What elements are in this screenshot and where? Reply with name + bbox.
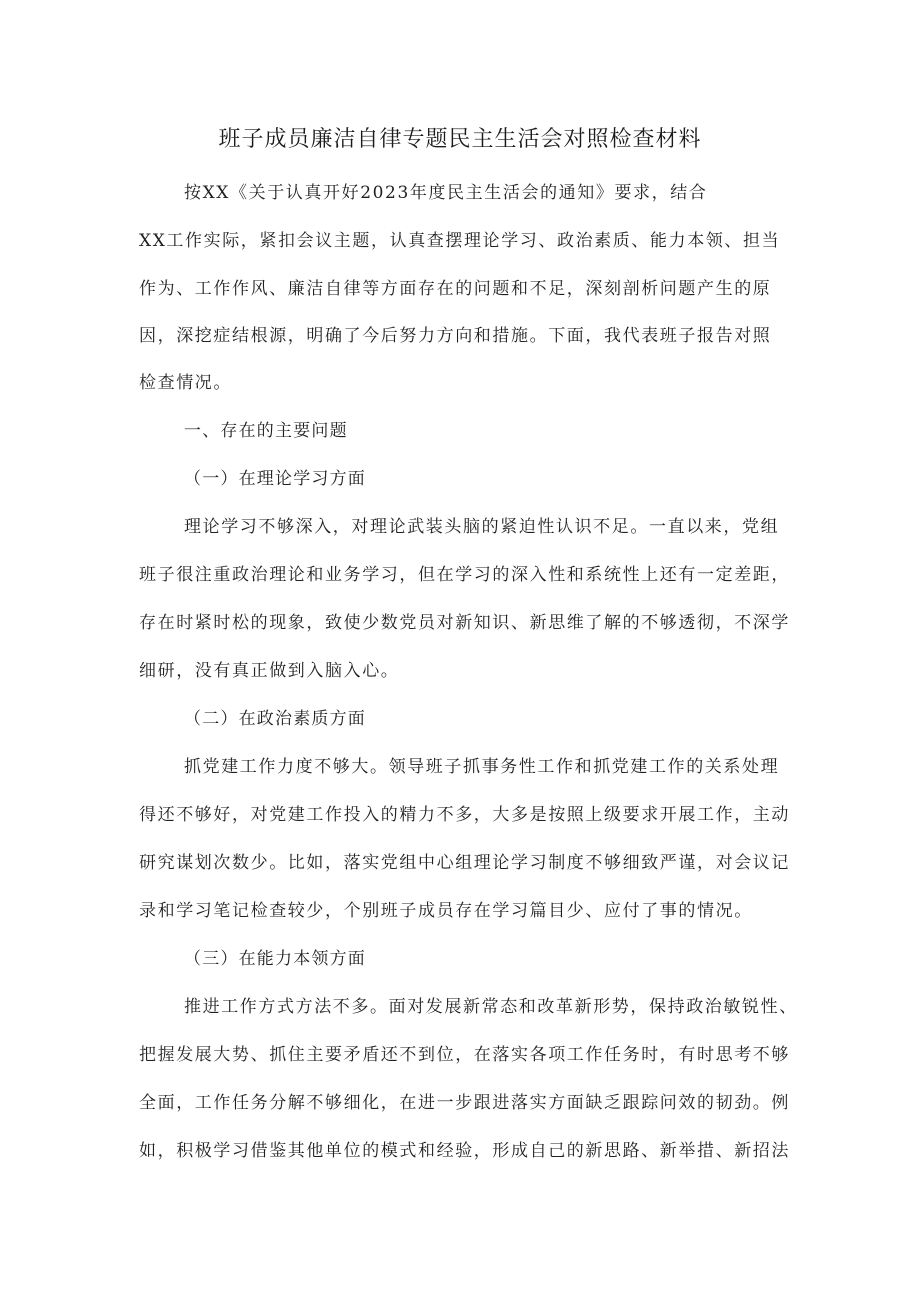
paragraph-line: 全面，工作任务分解不够细化，在进一步跟进落实方面缺乏跟踪问效的韧劲。例 — [139, 1093, 790, 1113]
paragraph-line: 存在时紧时松的现象，致使少数党员对新知识、新思维了解的不够透彻，不深学 — [139, 613, 790, 633]
document-title: 班子成员廉洁自律专题民主生活会对照检查材料 — [218, 127, 702, 152]
paragraph-line: 班子很注重政治理论和业务学习，但在学习的深入性和系统性上还有一定差距， — [139, 565, 790, 585]
section-heading: 一、存在的主要问题 — [184, 421, 348, 441]
paragraph-line: 得还不够好，对党建工作投入的精力不多，大多是按照上级要求开展工作，主动 — [139, 805, 790, 825]
paragraph-line: 抓党建工作力度不够大。领导班子抓事务性工作和抓党建工作的关系处理 — [184, 757, 780, 777]
paragraph-line: 把握发展大势、抓住主要矛盾还不到位，在落实各项工作任务时，有时思考不够 — [139, 1045, 790, 1065]
intro-line: XX工作实际，紧扣会议主题，认真查摆理论学习、政治素质、能力本领、担当 — [139, 231, 781, 251]
paragraph-line: 推进工作方式方法不多。面对发展新常态和改革新形势，保持政治敏锐性、 — [184, 997, 798, 1017]
subsection-heading: （一）在理论学习方面 — [184, 469, 366, 489]
intro-line: 检查情况。 — [139, 373, 232, 393]
subsection-heading: （三）在能力本领方面 — [184, 949, 366, 969]
paragraph-line: 录和学习笔记检查较少，个别班子成员存在学习篇目少、应付了事的情况。 — [139, 901, 753, 921]
intro-line: 作为、工作作风、廉洁自律等方面存在的问题和不足，深刻剖析问题产生的原 — [139, 279, 772, 299]
paragraph-line: 理论学习不够深入，对理论武装头脑的紧迫性认识不足。一直以来，党组 — [184, 517, 780, 537]
paragraph-line: 如，积极学习借鉴其他单位的模式和经验，形成自己的新思路、新举措、新招法 — [139, 1141, 790, 1161]
intro-line: 按XX《关于认真开好2023年度民主生活会的通知》要求，结合 — [184, 183, 708, 203]
intro-line: 因，深挖症结根源，明确了今后努力方向和措施。下面，我代表班子报告对照 — [139, 326, 772, 346]
subsection-heading: （二）在政治素质方面 — [184, 709, 366, 729]
paragraph-line: 研究谋划次数少。比如，落实党组中心组理论学习制度不够细致严谨，对会议记 — [139, 853, 790, 873]
paragraph-line: 细研，没有真正做到入脑入心。 — [139, 661, 400, 681]
